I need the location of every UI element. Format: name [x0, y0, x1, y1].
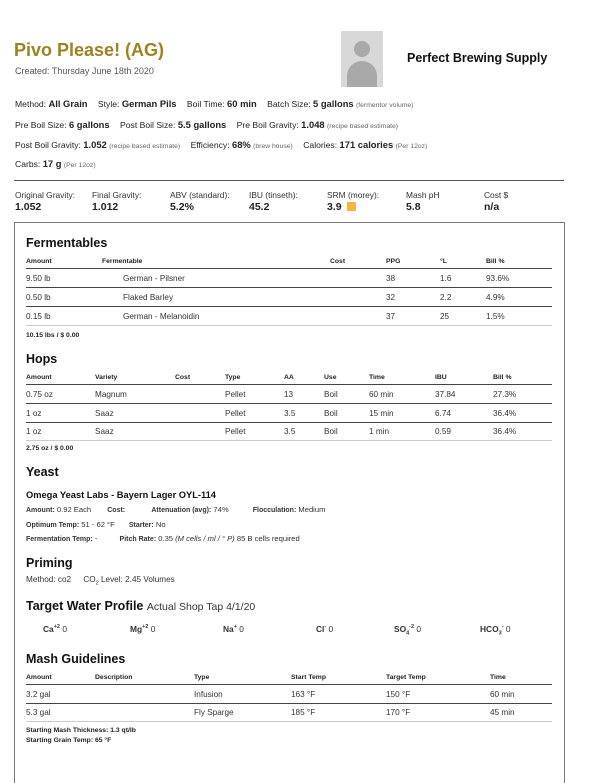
fermentable-amount: 9.50 lb [26, 274, 51, 283]
hop-ibu: 37.84 [435, 390, 456, 399]
avatar-head-icon [354, 41, 370, 57]
yeast-flocculation-label: Flocculation: [252, 507, 297, 514]
stat-srm-label: SRM (morey): [327, 190, 380, 200]
efficiency-note: (brew house) [253, 143, 293, 150]
co2-level: 2.45 Volumes [125, 575, 175, 584]
water-ion-mg: $Mg^{+2}$ 0 [130, 624, 156, 634]
stat-ibu-label: IBU (tinseth): [249, 190, 298, 200]
table-rule [26, 384, 552, 385]
fermentable-bill: 93.6% [486, 274, 510, 283]
table-rule [26, 422, 552, 423]
avatar-body-icon [347, 61, 377, 87]
pre-boil-size-label: Pre Boil Size: [15, 120, 67, 130]
method-label: Method: [15, 99, 47, 109]
post-boil-gravity-label: Post Boil Gravity: [15, 140, 81, 150]
batch-size-label: Batch Size: [267, 99, 311, 109]
table-rule [26, 325, 552, 326]
fermentable-lovibond: 2.2 [440, 293, 452, 302]
hop-ibu: 6.74 [435, 409, 451, 418]
fermentable-lovibond: 1.6 [440, 274, 452, 283]
priming-method: co2 [57, 575, 72, 584]
priming-method-label: Method: [26, 575, 56, 584]
hop-variety: Saaz [95, 409, 114, 418]
pre-boil-gravity-label: Pre Boil Gravity: [236, 120, 299, 130]
table-rule [26, 306, 552, 307]
mash-start-temp: 185 °F [291, 708, 316, 717]
yeast-pitch-rate-cells: 85 B cells required [236, 534, 300, 543]
hops-header-aa: AA [284, 374, 294, 381]
yeast-pitch-rate: 0.35 [158, 534, 174, 543]
water-ion-na: Na+ 0 [223, 624, 244, 634]
mash-header-start-temp: Start Temp [291, 674, 326, 681]
stat-ph-label: Mash pH [406, 190, 440, 200]
hops-header-amount: Amount [26, 374, 52, 381]
post-boil-gravity-value: 1.052 [83, 139, 107, 150]
hop-bill: 27.3% [493, 390, 517, 399]
hop-bill: 36.4% [493, 409, 517, 418]
mash-target-temp: 150 °F [386, 690, 411, 699]
stat-abv-label: ABV (standard): [170, 190, 230, 200]
boil-time-value: 60 min [227, 98, 257, 109]
table-rule [26, 287, 552, 288]
hop-amount: 0.75 oz [26, 390, 53, 399]
stat-og-value: 1.052 [15, 201, 42, 213]
table-rule [26, 268, 552, 269]
hops-title: Hops [26, 352, 58, 366]
fermentables-header-cost: Cost [330, 258, 346, 265]
stat-srm-value: 3.9 [327, 201, 342, 213]
yeast-pitch-rate-unit: (M cells / ml / ° P) [175, 534, 235, 543]
pre-boil-gravity-note: (recipe based estimate) [327, 123, 399, 130]
fermentable-amount: 0.50 lb [26, 293, 51, 302]
fermentables-header-amount: Amount [26, 258, 52, 265]
spec-line-4 [15, 158, 96, 169]
spec-line-2 [15, 119, 398, 130]
mash-grain-temp: Starting Grain Temp: 65 °F [26, 737, 112, 744]
hop-amount: 1 oz [26, 409, 42, 418]
hops-header-type: Type [225, 374, 241, 381]
yeast-cost-label: Cost: [107, 507, 126, 514]
fermentable-ppg: 32 [386, 293, 396, 302]
divider [14, 180, 564, 181]
fermentable-amount: 0.15 lb [26, 312, 51, 321]
yeast-fermentation-temp: - [94, 534, 98, 543]
hops-header-cost: Cost [175, 374, 191, 381]
water-ion-so4: $SO_4^{-2}$ 0 [394, 624, 422, 637]
water-title-text: Target Water Profile [26, 599, 144, 613]
table-rule [26, 684, 552, 685]
fermentables-header-lovibond: °L [440, 258, 447, 265]
priming-title: Priming [26, 556, 73, 570]
co2-label: $CO_2$ Level: [83, 575, 123, 587]
carbs-note: (Per 12oz) [63, 162, 96, 169]
yeast-optimum-temp: 51 - 62 °F [81, 520, 115, 529]
hop-aa: 3.5 [284, 427, 296, 436]
yeast-pitch-rate-label: Pitch Rate: [119, 536, 157, 543]
hop-time: 15 min [369, 409, 394, 418]
mash-amount: 3.2 gal [26, 690, 51, 699]
stat-og-label: Original Gravity: [15, 190, 76, 200]
fermentable-name: German - Pilsner [123, 274, 185, 283]
method-value: All Grain [48, 98, 88, 109]
calories-value: 171 calories [339, 139, 394, 150]
yeast-title: Yeast [26, 465, 59, 479]
batch-size-note: (fermentor volume) [356, 102, 414, 109]
created-date: Created: Thursday June 18th 2020 [15, 66, 154, 76]
hops-total: 2.75 oz / $ 0.00 [26, 445, 74, 452]
yeast-line-3 [26, 534, 300, 543]
stat-ph-value: 5.8 [406, 201, 421, 213]
brand-name: Perfect Brewing Supply [407, 51, 548, 65]
priming-line [26, 575, 175, 587]
srm-color-swatch [347, 202, 356, 211]
mash-title: Mash Guidelines [26, 652, 126, 666]
yeast-amount: 0.92 Each [56, 505, 92, 514]
avatar [341, 31, 383, 87]
hops-header-ibu: IBU [435, 374, 447, 381]
mash-header-description: Description [95, 674, 133, 681]
fermentable-ppg: 38 [386, 274, 396, 283]
yeast-line-1 [26, 505, 325, 514]
carbs-label: Carbs: [15, 159, 41, 169]
fermentable-name: German - Melanoidin [123, 312, 200, 321]
stat-cost-label: Cost $ [484, 190, 509, 200]
water-subtitle: Actual Shop Tap 4/1/20 [146, 601, 256, 613]
carbs-value: 17 g [42, 158, 62, 169]
yeast-flocculation: Medium [298, 505, 326, 514]
fermentable-bill: 1.5% [486, 312, 505, 321]
hop-time: 1 min [369, 427, 390, 436]
mash-header-type: Type [194, 674, 210, 681]
stat-fg-label: Final Gravity: [92, 190, 142, 200]
efficiency-value: 68% [231, 139, 251, 150]
fermentables-header-bill: Bill % [486, 258, 505, 265]
hops-header-time: Time [369, 374, 385, 381]
water-title [26, 599, 255, 613]
hop-use: Boil [324, 390, 338, 399]
mash-start-temp: 163 °F [291, 690, 316, 699]
hop-aa: 13 [284, 390, 294, 399]
hop-bill: 36.4% [493, 427, 517, 436]
hops-header-variety: Variety [95, 374, 118, 381]
fermentable-lovibond: 25 [440, 312, 450, 321]
recipe-title: Pivo Please! (AG) [14, 40, 165, 60]
fermentables-header-fermentable: Fermentable [102, 258, 143, 265]
water-ion-cl: Cl- 0 [316, 624, 334, 634]
table-rule [26, 703, 552, 704]
efficiency-label: Efficiency: [190, 140, 230, 150]
mash-target-temp: 170 °F [386, 708, 411, 717]
mash-amount: 5.3 gal [26, 708, 51, 717]
fermentable-ppg: 37 [386, 312, 396, 321]
hop-variety: Saaz [95, 427, 114, 436]
yeast-name: Omega Yeast Labs - Bayern Lager OYL-114 [26, 490, 216, 500]
mash-header-target-temp: Target Temp [386, 674, 426, 681]
yeast-starter-label: Starter: [128, 522, 154, 529]
hops-header-bill: Bill % [493, 374, 512, 381]
hop-use: Boil [324, 409, 338, 418]
yeast-optimum-temp-label: Optimum Temp: [26, 522, 80, 529]
fermentables-total: 10.15 lbs / $ 0.00 [26, 332, 80, 339]
mash-header-amount: Amount [26, 674, 52, 681]
hop-type: Pellet [225, 409, 246, 418]
fermentable-name: Flaked Barley [123, 293, 174, 302]
table-rule [26, 403, 552, 404]
mash-thickness: Starting Mash Thickness: 1.3 qt/lb [26, 727, 136, 734]
post-boil-gravity-note: (recipe based estimate) [109, 143, 181, 150]
hop-aa: 3.5 [284, 409, 296, 418]
water-ion-hco3: $HCO_3^-$ 0 [480, 624, 511, 637]
calories-label: Calories: [303, 140, 338, 150]
hops-header-use: Use [324, 374, 337, 381]
post-boil-size-label: Post Boil Size: [120, 120, 176, 130]
table-rule [26, 440, 552, 441]
water-ion-ca: $Ca^{+2}$ 0 [43, 624, 67, 634]
style-label: Style: [97, 99, 120, 109]
yeast-line-2 [26, 520, 166, 529]
mash-header-time: Time [490, 674, 506, 681]
hop-amount: 1 oz [26, 427, 42, 436]
table-rule [26, 721, 552, 722]
yeast-amount-label: Amount: [26, 507, 55, 514]
hop-type: Pellet [225, 427, 246, 436]
batch-size-value: 5 gallons [313, 98, 354, 109]
post-boil-size-value: 5.5 gallons [177, 119, 227, 130]
mash-time: 45 min [490, 708, 515, 717]
mash-type: Fly Sparge [194, 708, 234, 717]
hop-ibu: 0.59 [435, 427, 451, 436]
hop-use: Boil [324, 427, 338, 436]
yeast-fermentation-temp-label: Fermentation Temp: [26, 536, 93, 543]
spec-line-3 [15, 139, 427, 150]
stat-srm [327, 201, 356, 213]
stat-ibu-value: 45.2 [249, 201, 270, 213]
pre-boil-gravity-value: 1.048 [301, 119, 325, 130]
yeast-starter: No [155, 520, 166, 529]
pre-boil-size-value: 6 gallons [68, 119, 110, 130]
fermentables-title: Fermentables [26, 236, 108, 250]
mash-time: 60 min [490, 690, 515, 699]
stat-abv-value: 5.2% [170, 201, 194, 213]
stat-fg-value: 1.012 [92, 201, 119, 213]
calories-note: (Per 12oz) [395, 143, 428, 150]
stat-cost-value: n/a [484, 201, 500, 213]
spec-line-1 [15, 98, 413, 109]
hop-time: 60 min [369, 390, 394, 399]
yeast-attenuation: 74% [213, 505, 229, 514]
mash-type: Infusion [194, 690, 223, 699]
style-value: German Pils [121, 98, 177, 109]
yeast-attenuation-label: Attenuation (avg): [151, 507, 212, 514]
fermentable-bill: 4.9% [486, 293, 505, 302]
boil-time-label: Boil Time: [186, 99, 225, 109]
hop-type: Pellet [225, 390, 246, 399]
hop-variety: Magnum [95, 390, 127, 399]
fermentables-header-ppg: PPG [386, 258, 401, 265]
